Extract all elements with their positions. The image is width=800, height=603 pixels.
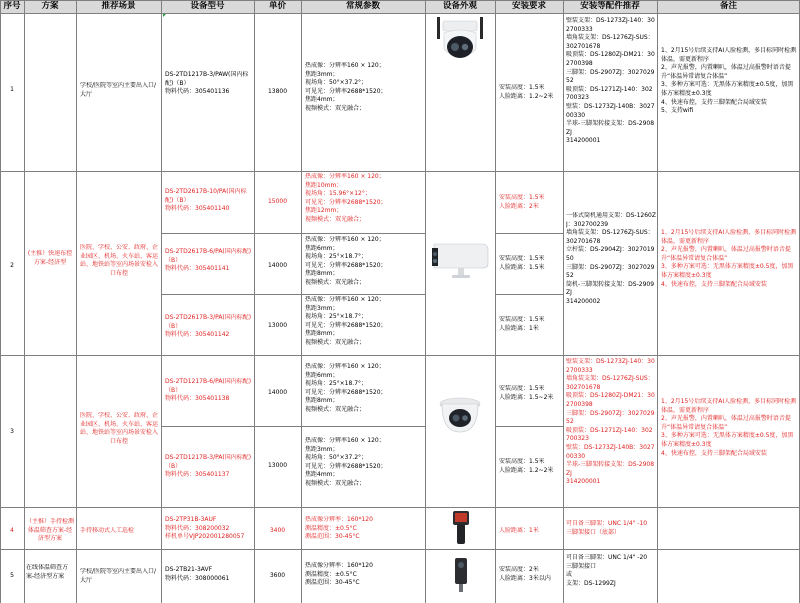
bracket-line: 吸顶装：DS-1271ZJ-140：302700323 [566,85,653,102]
remark-line: 1、2月15号后续支持AI人脸检测，多目标同时检测体温，需更新程序 [661,229,797,245]
param-line: 视场角：15.96°×12°； [305,190,371,198]
grid-line [254,0,255,603]
model-name: DS-2TD2617B-3/PA(国内标配)（B） [165,314,252,330]
bracket-line: 可自备三脚架：UNC 1/4" -10 [566,520,648,527]
row2-install-1[interactable] [499,194,561,211]
grid-line [0,0,1,603]
grid-line [24,0,25,603]
bracket-line: 吸顶装：DS-1280ZJ-DM21：302700398 [566,392,655,408]
install-line: 安装高度：1.5米 [499,385,545,392]
bracket-line: 314200001 [566,137,601,145]
param-line: 测温范围：30-45°C [305,533,360,541]
install-line: 安装高度：1.5米 [499,194,545,201]
param-line: 视场角：50°×37.2°； [305,79,368,87]
param-line: 热成像：分辨率160 × 120； [305,173,385,180]
row4-price[interactable]: 3400 [269,527,286,534]
header-scene[interactable]: 推荐场景 [76,0,161,13]
turret-camera-photo [436,392,484,440]
header-look[interactable]: 设备外观 [425,0,495,13]
grid-line [495,294,563,295]
header-scheme[interactable]: 方案 [24,0,76,13]
remark-line: 1、2月15号后续支持AI人脸检测，多目标同时检测体温，需更新程序 [661,47,797,63]
bracket-line: 墙角装支架：DS-1276ZJ-SUS：302701678 [566,375,654,391]
row4-scheme[interactable]: （主推）手持检测体温筛查方案-经济型方案 [26,518,74,543]
grid-line [161,0,162,603]
bullet-camera-photo [428,240,492,280]
grid-line [301,0,302,603]
model-code: 物料代码：308000061 [165,574,230,582]
param-line: 焦距8mm； [305,397,339,405]
bracket-line: 立杆装：DS-2904ZJ：302701950 [566,246,655,262]
row2-install-2[interactable] [499,255,561,272]
sample-number: 样机单号VJP202001280057 [165,533,245,541]
row5-price[interactable]: 3600 [269,572,286,579]
param-line: 可见光：分辨率2688*1520； [305,198,387,206]
param-line: 热成像：分辨率160 × 120； [305,62,385,69]
remark-line: 3、多种方案可选：无黑体方案精度±0.5度，加黑体方案精度±0.3度 [661,432,794,448]
remark-line: 3、多种方案可选：无黑体方案精度±0.5度，加黑体方案精度±0.3度 [661,81,794,97]
param-line: 焦距3mm； [305,304,339,312]
header-params[interactable]: 常规参数 [301,0,425,13]
grid-line [495,233,563,234]
param-line: 可见光：分辨率2688*1520； [305,87,387,95]
install-line: 安装高度：2米 [499,566,539,573]
bracket-line: 吸顶装：DS-1280ZJ-DM21：302700398 [566,51,655,67]
remark-line: 4、快速布控，支持三脚架配合局域安装 [661,280,767,288]
row4-model[interactable] [165,516,253,542]
param-line: 热成像：分辨率160 × 120； [305,296,385,303]
install-line: 人脸距离：1.5~2米 [499,393,554,401]
param-line: 视频模式：双光融合； [305,479,366,487]
install-line: 人脸距离：1.2~2米 [499,92,554,100]
model-name: DS-2TD1217B-6/PA(国内标配)（B） [165,378,252,394]
row4-install[interactable]: 人脸距离：1米 [499,527,539,534]
param-line: 视频模式：双光融合； [305,278,366,286]
header-bracket[interactable]: 安装等配件推荐 [563,0,657,13]
row3-price-1[interactable]: 14000 [267,389,288,396]
header-remark[interactable]: 备注 [657,0,800,13]
bracket-line: 三脚架：DS-2907ZJ：302702952 [566,263,655,280]
install-line: 人脸距离：1米 [499,324,539,332]
install-line: 人脸距离：1.2~2米 [499,466,554,474]
param-line: 焦距3mm； [305,70,339,78]
row2-model-1[interactable] [165,188,253,214]
install-line: 安装高度：1.5米 [499,458,545,465]
param-line: 焦距10mm； [305,181,343,189]
param-line: 测温范围：30-45°C [305,579,360,587]
row3-model-2[interactable] [165,454,253,480]
row5-scheme[interactable]: 在线体温筛查方案-经济型方案 [26,564,69,580]
model-code: 物料代码：305401142 [165,331,230,339]
row2-price-1[interactable]: 15000 [267,198,288,205]
row5-model[interactable] [165,566,253,583]
param-line: 焦距4mm； [305,471,339,479]
row3-params-2[interactable] [305,437,423,489]
grid-line [301,294,425,295]
row2-model-3[interactable] [165,314,253,340]
param-line: 视场角：25°×18.7°； [305,253,368,261]
param-line: 视场角：25°×18.7°； [305,313,368,321]
param-line: 视频模式：双光融合； [305,215,366,223]
param-line: 视场角：25°×18.7°； [305,380,368,388]
grid-line [563,0,564,603]
remark-line: 1、2月15号后续支持AI人脸检测，多目标同时检测体温，需更新程序 [661,398,797,414]
remark-line: 5、支持wifi [661,107,694,115]
param-line: 焦距4mm； [305,96,339,104]
param-line: 焦距3mm； [305,445,339,453]
row2-seq[interactable]: 2 [10,262,14,269]
thermal-sensor-camera-photo [452,557,470,593]
row2-price-2[interactable]: 14000 [267,262,288,269]
row4-seq[interactable]: 4 [10,527,14,534]
bracket-line: 壁装支架：DS-1273ZJ-140：302700333 [566,358,655,374]
bracket-line: 吸顶装：DS-1271ZJ-140：302700323 [566,426,653,443]
param-line: 焦距8mm； [305,330,339,338]
param-line: 视频模式：双光融合； [305,405,366,413]
row3-scene[interactable]: 医院、学校、公安、政府、企业园区、机场、火车站、客运站、地铁站等室内场景安检入口布控 [80,412,158,445]
row3-model-1[interactable] [165,378,253,404]
bracket-line: 壁装：DS-1273ZJ-140B：302700330 [566,443,655,460]
row2-install-3[interactable] [499,316,561,333]
bracket-line: 可自备三脚架：UNC 1/4" -20 [566,554,648,561]
bracket-line: 一体式筒机通用支架：DS-1260ZJ：302700239 [566,212,656,228]
param-line: 可见光：分辨率2688*1520； [305,388,387,396]
remark-line: 2、声光报警，内置喇叭，体温过高报警时语音提升“体温异常请复合体温” [661,64,791,80]
remark-line: 4、快速布控，支持三脚架配合局域安装 [661,98,767,106]
remark-line: 4、快速布控，支持三脚架配合局域安装 [661,449,767,457]
model-code: 物料代码：305401141 [165,265,230,273]
grid-line [0,355,800,356]
row2-params-1[interactable] [305,173,423,225]
param-line: 视频模式：双光融合； [305,104,366,112]
install-line: 人脸距离：2米 [499,202,539,210]
grid-line [0,549,800,550]
row3-install-1[interactable] [499,385,561,402]
row5-seq[interactable]: 5 [10,572,14,579]
param-line: 热成像分辨率：160*120 [305,516,373,523]
param-line: 视频模式：双光融合； [305,338,366,346]
install-line: 安装高度：1.5米 [499,255,545,262]
row1-seq[interactable]: 1 [10,86,14,93]
row1-model[interactable] [165,71,253,97]
bracket-line: 314200001 [566,478,601,486]
param-line: 可见光：分辨率2688*1520； [305,462,387,470]
row3-params-1[interactable] [305,363,423,415]
grid-line [161,426,301,427]
install-line: 安装高度：1.5米 [499,316,545,323]
bracket-line: 壁装：DS-1273ZJ-140B：302700330 [566,102,655,119]
row4-bracket[interactable] [566,520,656,537]
install-line: 人脸距离：3米以内 [499,574,551,582]
row1-install[interactable] [499,84,561,101]
grid-line [301,426,425,427]
bracket-line: 或 [566,571,573,579]
param-line: 测温精度：±0.5°C [305,570,357,578]
bracket-line: 墙角装支架：DS-1276ZJ-SUS：302701678 [566,229,654,245]
header-price[interactable]: 单价 [254,0,301,13]
row1-bracket[interactable] [566,17,656,146]
bracket-line: 壁装支架：DS-1273ZJ-140：302700333 [566,17,655,33]
param-line: 热成像：分辨率160 × 120； [305,363,385,370]
row2-params-3[interactable] [305,296,423,348]
row2-model-2[interactable] [165,248,253,274]
grid-line [425,0,426,603]
param-line: 视场角：50°×37.2°； [305,454,368,462]
row3-price-2[interactable]: 13000 [267,462,288,469]
row3-install-2[interactable] [499,458,561,475]
bracket-line: 墙角装支架：DS-1276ZJ-SUS：302701678 [566,34,654,50]
param-line: 热成像：分辨率160 × 120； [305,437,385,444]
model-name: DS-2TD2617B-6/PA(国内标配)（B） [165,248,252,264]
row2-scene[interactable]: 医院、学校、公安、政府、企业园区、机场、火车站、客运站、地铁站等室内场景安检入口布控 [80,244,158,277]
bracket-line: 三脚架接口（底部） [566,528,621,536]
param-line: 焦距6mm； [305,371,339,379]
grid-line [657,0,658,603]
row2-price-3[interactable]: 13000 [267,322,288,329]
row5-bracket[interactable] [566,554,656,588]
install-line: 安装高度：1.5米 [499,84,545,91]
param-line: 测温精度：±0.5°C [305,524,357,532]
param-line: 可见光：分辨率2688*1520； [305,321,387,329]
remark-line: 2、声光报警，内置喇叭，体温过高报警时语音提升“体温异常请复合体温” [661,246,791,262]
grid-line [76,0,77,603]
grid-line [495,426,563,427]
row3-bracket[interactable] [566,358,656,487]
bracket-line: 筒机-三脚架转接支架：DS-2909ZJ [566,280,655,297]
row2-params-2[interactable] [305,236,423,288]
grid-line [495,0,496,603]
bracket-line: 半球-三脚架转接支架：DS-2908ZJ [566,120,655,136]
row4-params[interactable] [305,516,423,542]
row5-scene[interactable]: 学校/医院等室内主要出入口/大厅 [80,568,157,584]
param-line: 可见光：分辨率2688*1520； [305,261,387,269]
row1-model-code: 物料代码：305401136 [165,88,230,96]
model-name: DS-2TD2617B-10/PA(国内标配)（B） [165,188,247,204]
row1-price[interactable]: 13800 [267,88,288,95]
header-seq[interactable]: 序号 [0,0,24,13]
model-name: DS-2TD1217B-3/PA(国内标配)（B） [165,454,252,470]
model-code: 物料代码：305401137 [165,471,230,479]
grid-line [301,233,425,234]
bracket-line: 三脚架：DS-2907ZJ：302702952 [566,68,655,85]
row2-scheme[interactable]: (主推）快速布控方案-经济型 [27,250,73,266]
row1-scene[interactable]: 学校/医院等室内主要出入口/大厅 [80,82,157,98]
remark-line: 3、多种方案可选：无黑体方案精度±0.5度，加黑体方案精度±0.3度 [661,263,794,279]
row1-remark[interactable] [661,47,798,116]
model-name: DS-2TP31B-3AUF [165,516,217,523]
param-line: 焦距6mm； [305,244,339,252]
row5-params[interactable] [305,562,423,588]
grid-line [161,233,301,234]
model-name: DS-2TB21-3AVF [165,566,213,573]
model-code: 物料代码：308200032 [165,524,230,532]
handheld-thermal-camera-photo [451,510,471,546]
param-line: 焦距8mm； [305,270,339,278]
row4-scene[interactable]: 手持移动式人工巡检 [80,527,135,534]
param-line: 焦距12mm； [305,207,343,215]
param-line: 热成像分辨率：160*120 [305,562,373,569]
row5-install[interactable] [499,566,561,583]
grid-line [0,507,800,508]
bracket-line: 三脚架接口 [566,562,597,570]
bracket-line: 支架：DS-1299ZJ [566,579,616,587]
row1-params[interactable] [305,62,423,114]
install-line: 人脸距离：1.5米 [499,263,545,271]
header-install[interactable]: 安装要求 [495,0,563,13]
dome-camera-wifi-photo [431,15,489,71]
grid-line [161,294,301,295]
grid-line [0,171,800,172]
header-model[interactable]: 设备型号 [161,0,254,13]
bracket-line: 三脚架：DS-2907ZJ：302702952 [566,409,655,426]
row2-remark[interactable] [661,229,798,289]
row3-remark[interactable] [661,398,798,458]
param-line: 热成像：分辨率160 × 120； [305,236,385,243]
bracket-line: 半球-三脚架转接支架：DS-2908ZJ [566,461,655,477]
model-code: 物料代码：305401138 [165,395,230,403]
grid-line [0,0,800,1]
row3-seq[interactable]: 3 [10,428,14,435]
row1-model-name: DS-2TD1217B-3/PAW(国内标配)（B） [165,71,249,87]
bracket-line: 314200002 [566,297,601,305]
row2-bracket[interactable] [566,212,656,307]
remark-line: 2、声光报警，内置喇叭，体温过高报警时语音提升“体温异常请复合体温” [661,415,791,431]
model-code: 物料代码：305401140 [165,205,230,213]
grid-line [0,13,800,14]
